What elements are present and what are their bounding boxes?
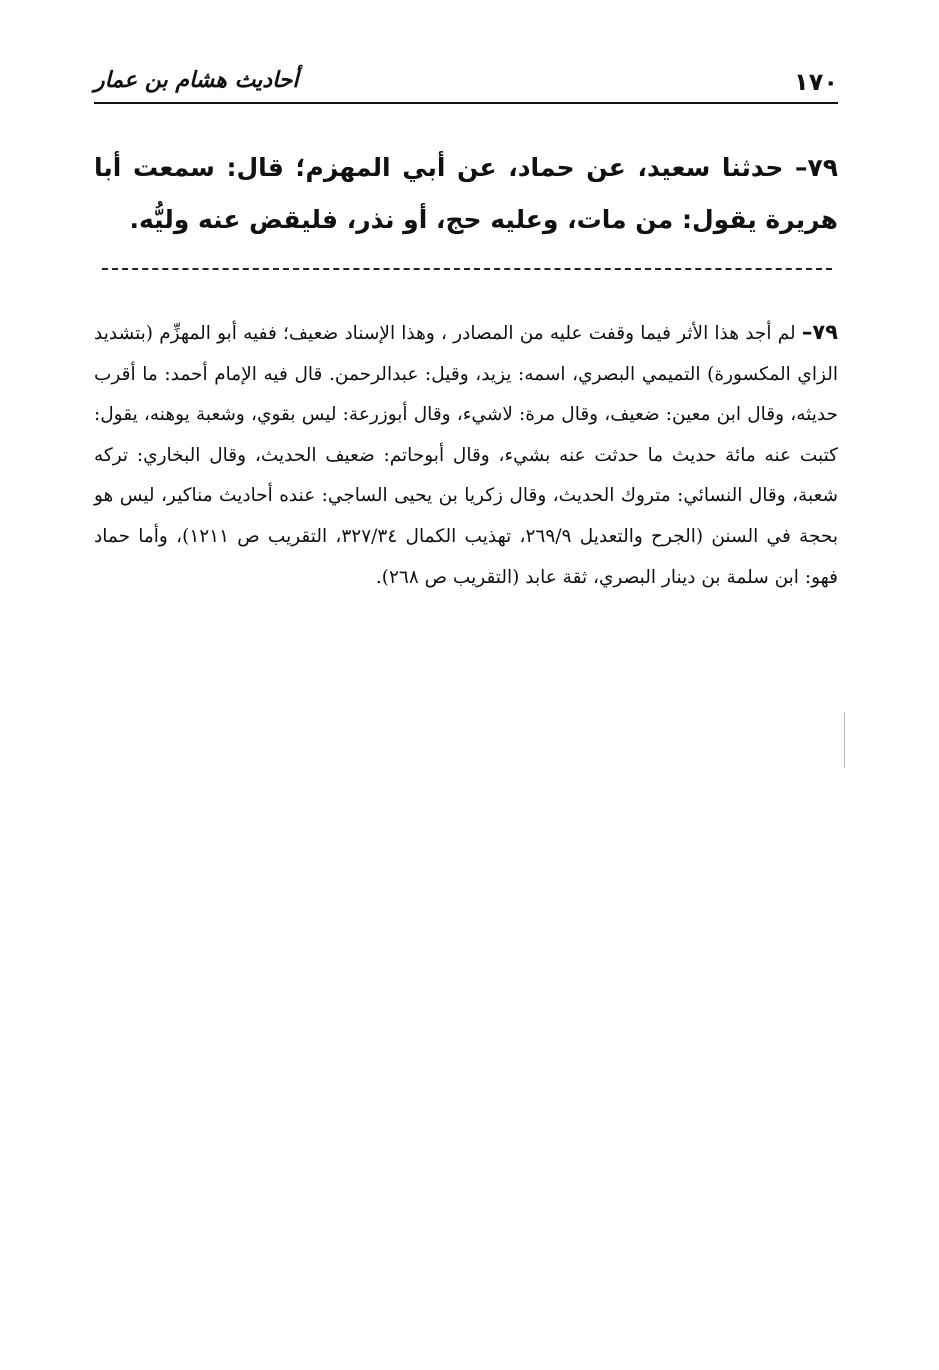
hadith-body: حدثنا سعيد، عن حماد، عن أبي المهزم؛ قال: سمعت أبا هريرة يقول: من مات، وعليه حج، أو نذر، فليقض عنه وليُّه. — [94, 153, 838, 234]
commentary-text — [94, 312, 838, 598]
hadith-number: ٧٩– — [794, 153, 838, 182]
commentary-number: ٧٩– — [801, 320, 838, 344]
running-title: أحاديث هشام بن عمار — [94, 68, 299, 93]
scan-mark — [844, 712, 845, 768]
page-header — [94, 62, 838, 104]
footnote-separator — [102, 268, 832, 270]
commentary-body: لم أجد هذا الأثر فيما وقفت عليه من المصادر ، وهذا الإسناد ضعيف؛ ففيه أبو المهزِّم (بتشديد الزاي المكسورة) التميمي البصري، اسمه: يزيد، وقيل: عبدالرحمن. قال فيه الإمام أحمد: ما أقرب حديثه، وقال ابن معين: ضعيف، وقال مرة: لاشيء، وقال أبوزرعة: ليس بقوي، وشعبة يوهنه، يقول: كتبت عنه مائة حديث ما حدثت عنه بشيء، وقال أبوحاتم: ضعيف الحديث، وقال البخاري: تركه شعبة، وقال النسائي: متروك الحديث، وقال زكريا بن يحيى الساجي: عنده أحاديث مناكير، ليس هو بحجة في السنن (الجرح والتعديل ٢٦٩/٩، تهذيب الكمال ٣٢٧/٣٤، التقريب ص ١٢١١)، وأما حماد فهو: ابن سلمة بن دينار البصري، ثقة عابد (التقريب ص ٢٦٨). — [94, 323, 838, 588]
page-number: ١٧٠ — [794, 68, 838, 96]
hadith-text — [94, 142, 838, 246]
